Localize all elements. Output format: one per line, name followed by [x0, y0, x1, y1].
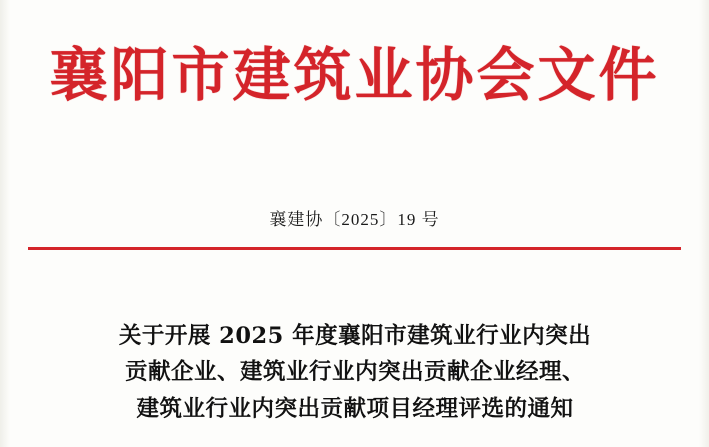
- masthead-title: 襄阳市建筑业协会文件: [49, 41, 660, 109]
- document-title-line-3: 建筑业行业内突出贡献项目经理评选的通知: [136, 395, 574, 422]
- document-number: 襄建协〔2025〕19 号: [269, 210, 440, 229]
- document-title-line-2: 贡献企业、建筑业行业内突出贡献企业经理、: [124, 359, 585, 386]
- red-horizontal-rule: [28, 247, 681, 250]
- document-title-line-1: 关于开展 2025 年度襄阳市建筑业行业内突出: [118, 323, 592, 349]
- document-title: [55, 318, 655, 427]
